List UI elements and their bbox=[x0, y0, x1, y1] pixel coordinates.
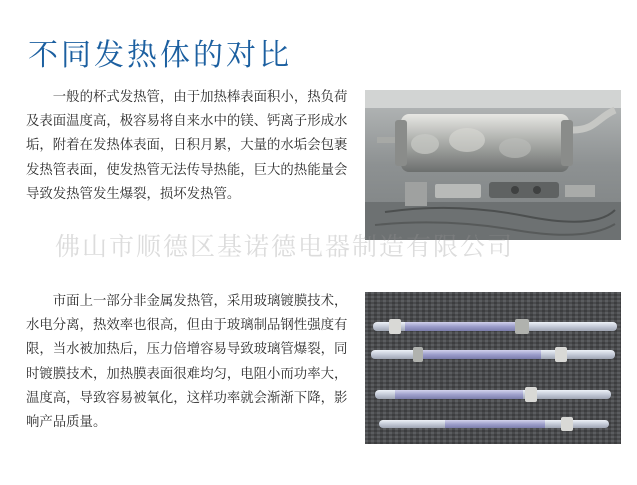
cup-heater-photo bbox=[365, 90, 621, 240]
glass-heater-photo bbox=[365, 292, 621, 444]
company-watermark: 佛山市顺德区基诺德电器制造有限公司 bbox=[55, 232, 515, 261]
glass-heater-paragraph: 市面上一部分非金属发热管，采用玻璃镀膜技术，水电分离，热效率也很高，但由于玻璃制品钢性强度有限，当水被加热后，压力倍增容易导致玻璃管爆裂，同时镀膜技术，加热膜表面很难均匀，电阻小而功率大，温度高，导致容易被氧化，这样功率就会渐渐下降，影响产品质量。 bbox=[26, 294, 348, 431]
cup-heater-paragraph: 一般的杯式发热管，由于加热棒表面积小，热负荷及表面温度高，极容易将自来水中的镁、钙离子形成水垢，附着在发热体表面，日积月累，大量的水垢会包裹发热管表面，使发热管无法传导热能，巨大的热能量会导致发热管发生爆裂，损坏发热管。 bbox=[26, 90, 348, 202]
page-title: 不同发热体的对比 bbox=[28, 38, 292, 73]
